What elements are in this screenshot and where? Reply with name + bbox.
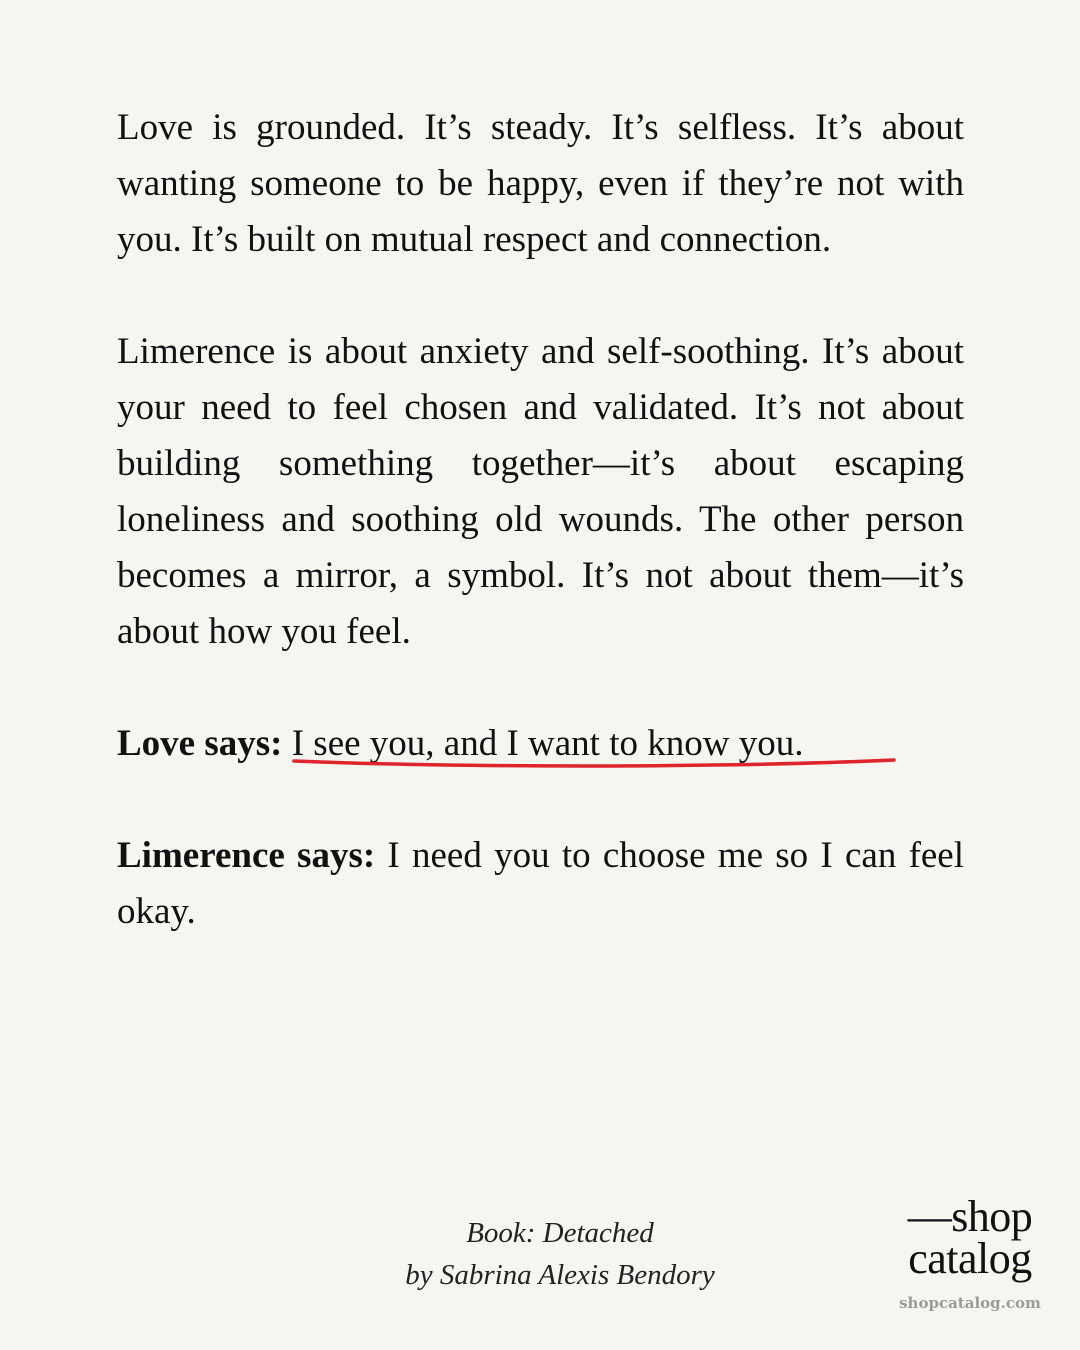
book-title: Book: Detached bbox=[466, 1217, 654, 1249]
limerence-says-text: I need you to choose me so I can feel okay. bbox=[117, 835, 965, 932]
limerence-says-line bbox=[117, 828, 964, 940]
paragraph-love: Love is grounded. It’s steady. It’s selfless. It’s about wanting someone to be happy, even if they’re not with you. It’s built on mutual respect and connection. bbox=[117, 107, 964, 260]
book-credit bbox=[310, 1212, 810, 1296]
brand-url: shopcatalog.com bbox=[899, 1294, 1041, 1312]
love-says-text: I see you, and I want to know you. bbox=[291, 723, 804, 764]
brand-logo bbox=[880, 1192, 1060, 1312]
brand-name-line1: —shop bbox=[907, 1192, 1033, 1241]
article-body bbox=[117, 100, 964, 940]
book-author: by Sabrina Alexis Bendory bbox=[405, 1259, 715, 1291]
limerence-says-label: Limerence says: bbox=[117, 835, 376, 876]
brand-name-line2: catalog bbox=[908, 1234, 1032, 1283]
love-says-label: Love says: bbox=[117, 723, 283, 764]
paragraph-limerence: Limerence is about anxiety and self-soothing. It’s about your need to feel chosen and validated. It’s not about building something together—it’s about escaping loneliness and soothing old wounds. The other person becomes a mirror, a symbol. It’s not about them—it’s about how you feel. bbox=[117, 331, 964, 652]
red-underline bbox=[292, 756, 896, 770]
love-says-line bbox=[117, 716, 964, 772]
highlighted-quote bbox=[292, 716, 804, 772]
